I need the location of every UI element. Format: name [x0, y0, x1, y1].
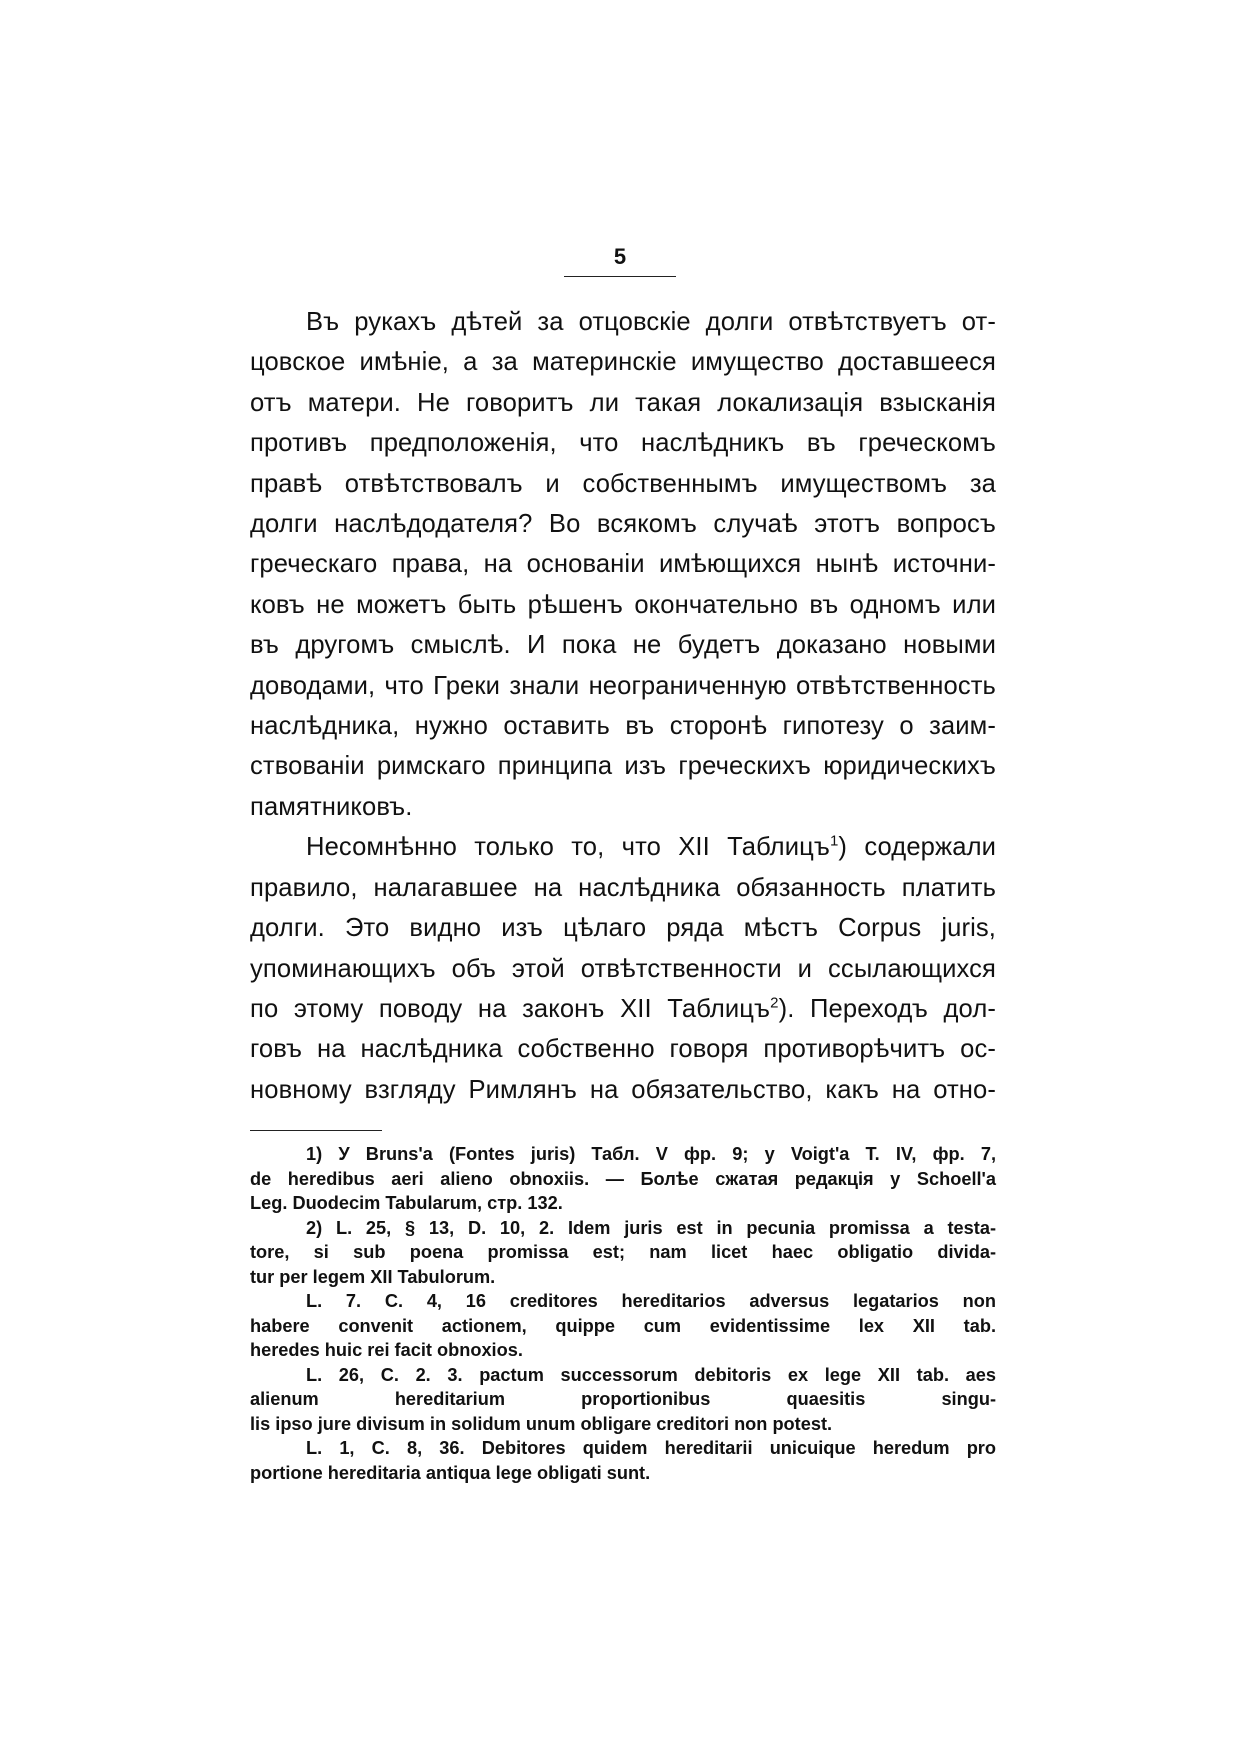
paragraph-1-line: правѣ отвѣтствовалъ и собственнымъ имуществомъ за [250, 469, 996, 498]
page-number-rule [564, 276, 676, 277]
paragraph-1-line: въ другомъ смыслѣ. И пока не будетъ доказано новыми [250, 631, 996, 660]
paragraph-1-line: отъ матери. Не говоритъ ли такая локализація взысканія [250, 388, 996, 417]
footnote-2-citation-line: alienum hereditarium proportionibus quaesitis singu- [250, 1389, 996, 1409]
footnote-2-citation-line: L. 7. C. 4, 16 creditores hereditarios adversus legatarios non [306, 1291, 996, 1311]
page-number: 5 [613, 244, 627, 269]
footnote-1-line: de heredibus aeri alieno obnoxiis. — Болѣе сжатая редакція у Schoell'a [250, 1168, 996, 1189]
footnote-1-line: 1) У Bruns'a (Fontes juris) Табл. V фр. 9; у Voigt'a T. IV, фр. 7, [306, 1144, 996, 1164]
paragraph-1-line: греческаго права, на основаніи имѣющихся нынѣ источни- [250, 550, 996, 579]
paragraph-2-line: говъ на наслѣдника собственно говоря противорѣчитъ ос- [250, 1035, 996, 1064]
paragraph-1-line: наслѣдника, нужно оставить въ сторонѣ гипотезу о заим- [250, 712, 996, 741]
footnote-2-citation-line: heredes huic rei facit obnoxios. [250, 1340, 523, 1360]
paragraph-1-line: долги наслѣдодателя? Во всякомъ случаѣ этотъ вопросъ [250, 510, 996, 539]
paragraph-2-line-tail: ). Переходъ дол- [778, 994, 996, 1023]
footnotes [250, 1142, 996, 1485]
footnote-2-line: 2) L. 25, § 13, D. 10, 2. Idem juris est in pecunia promissa a testa- [306, 1217, 996, 1238]
body-text [250, 302, 996, 1110]
paragraph-2-line-text: по этому поводу на законъ XII Таблицъ [250, 994, 771, 1023]
footnote-2-citation-line: L. 26, C. 2. 3. pactum successorum debitoris ex lege XII tab. aes [306, 1364, 996, 1385]
paragraph-1-line: Въ рукахъ дѣтей за отцовскіе долги отвѣтствуетъ от- [306, 308, 996, 336]
footnote-2-citation-line: habere convenit actionem, quippe cum evidentissime lex XII tab. [250, 1315, 996, 1336]
paragraph-2-line-tail: ) содержали [838, 833, 996, 862]
paragraph-2-line: новному взгляду Римлянъ на обязательство, какъ на отно- [250, 1075, 996, 1104]
paragraph-1-line: цовское имѣніе, а за материнскіе имущество доставшееся [250, 348, 996, 377]
footnote-2-reference[interactable]: 2 [770, 994, 779, 1012]
footnote-2-line: tore, si sub poena promissa est; nam licet haec obligatio divida- [250, 1242, 996, 1262]
footnote-1-line: Leg. Duodecim Tabularum, стр. 132. [250, 1193, 563, 1213]
paragraph-2-line: правило, налагавшее на наслѣдника обязанность платить [250, 873, 996, 902]
paragraph-2-line: долги. Это видно изъ цѣлаго ряда мѣстъ Corpus juris, [250, 914, 996, 943]
paragraph-2-line [250, 989, 996, 1029]
footnote-1-reference[interactable]: 1 [829, 832, 839, 850]
paragraph-2-line-text: Несомнѣнно только то, что XII Таблицъ [306, 833, 830, 862]
footnote-2-citation-line: portione hereditaria antiqua lege obligati sunt. [250, 1462, 651, 1483]
footnote-2-citation-line: L. 1, C. 8, 36. Debitores quidem hereditarii unicuique heredum pro [306, 1438, 996, 1458]
paragraph-1-line: ковъ не можетъ быть рѣшенъ окончательно въ одномъ или [250, 590, 996, 619]
paragraph-2-line: упоминающихъ объ этой отвѣтственности и ссылающихся [250, 954, 996, 983]
paragraph-1-line: ствованіи римскаго принципа изъ греческихъ юридическихъ [250, 752, 996, 781]
paragraph-1-line: доводами, что Греки знали неограниченную отвѣтственность [250, 671, 996, 700]
footnote-2-line: tur per legem XII Tabulorum. [250, 1266, 496, 1287]
paragraph-1-line: противъ предположенія, что наслѣдникъ въ греческомъ [250, 429, 996, 458]
footnote-separator [250, 1130, 382, 1131]
paragraph-1-line: памятниковъ. [250, 792, 413, 821]
footnote-2-citation-line: lis ipso jure divisum in solidum unum obligare creditori non potest. [250, 1413, 833, 1434]
paragraph-2-line [250, 827, 996, 867]
